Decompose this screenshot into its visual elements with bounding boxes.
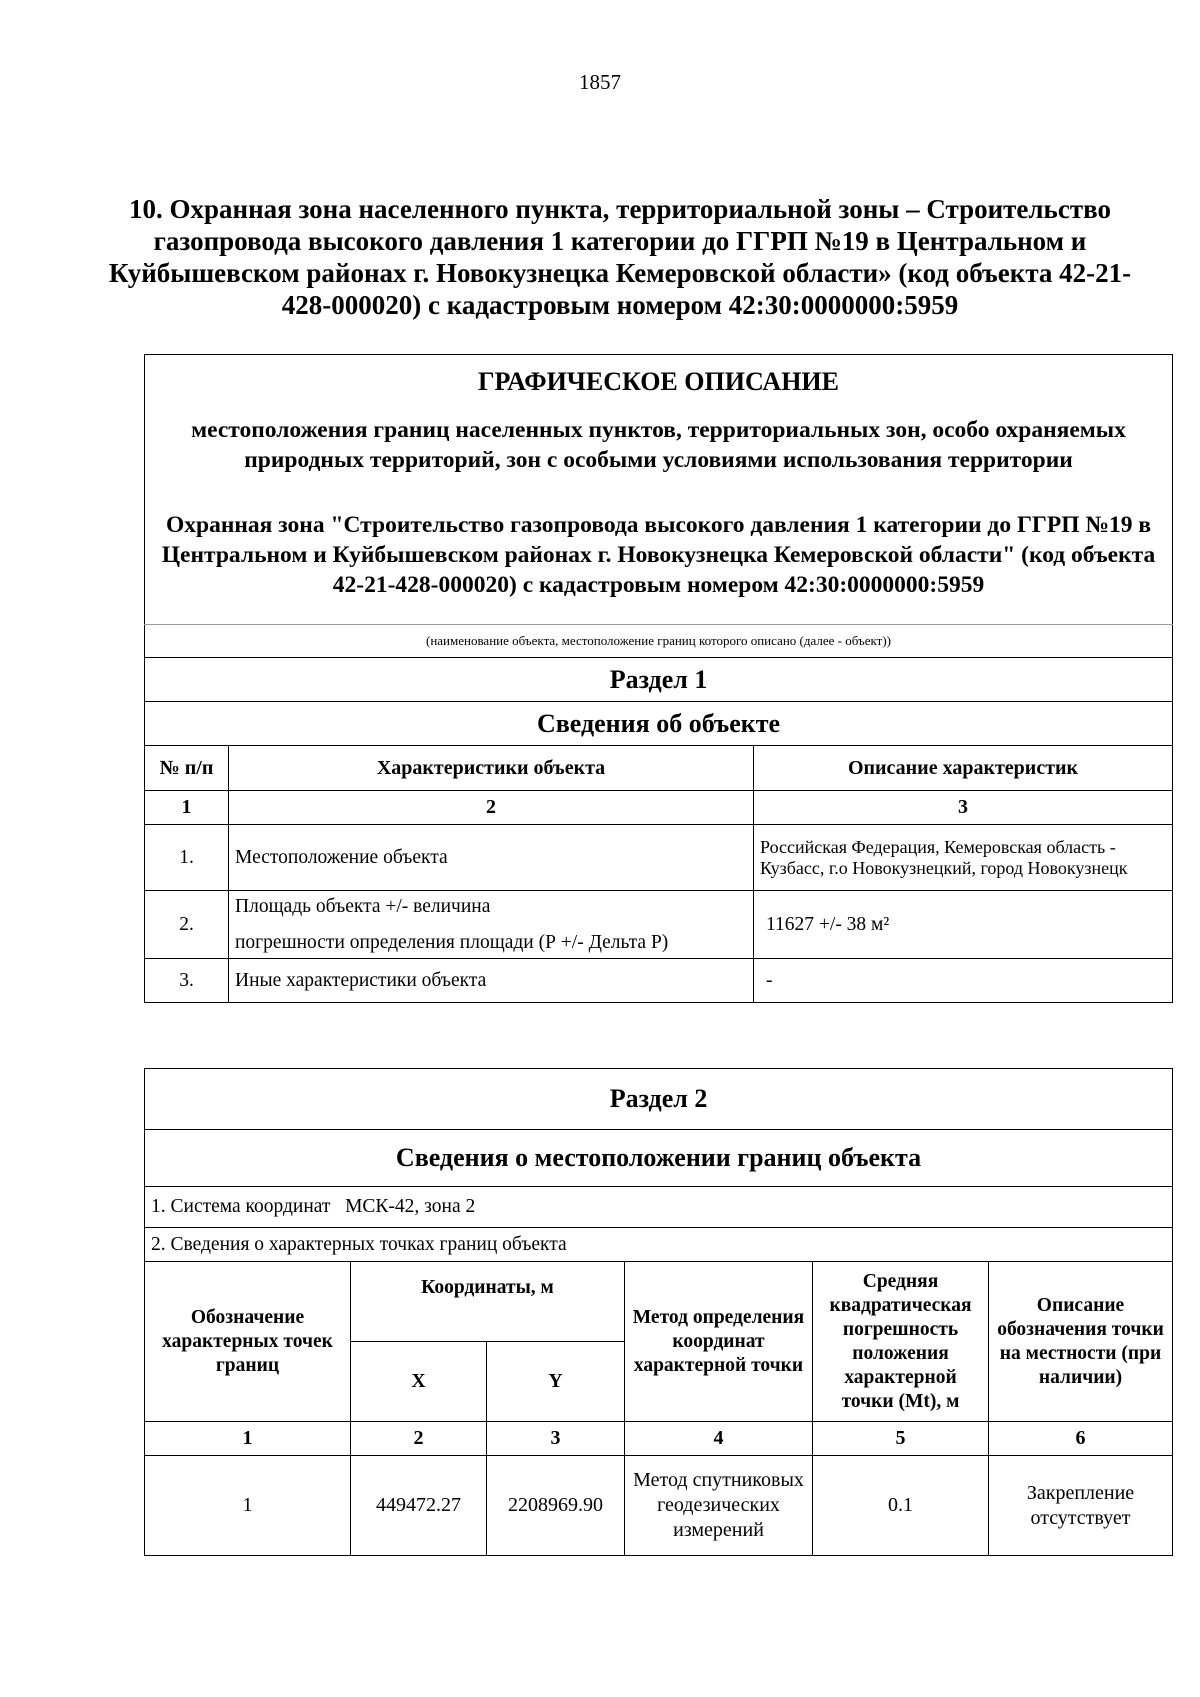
row-number: 2. — [145, 891, 229, 959]
object-name: Охранная зона "Строительство газопровода высокого давления 1 категории до ГГРП №19 в Центральном и Куйбышевском районах г. Новокузнецка Кемеровской области" (код объекта 42-21-428-000020) с кадастровым номером 42:30:0000000:5959 — [161, 512, 1156, 598]
row-description: Российская Федерация, Кемеровская область - Кузбасс, г.о Новокузнецкий, город Новокузнецк — [754, 825, 1173, 891]
col-number: 1 — [145, 791, 229, 825]
table-row — [145, 891, 1173, 959]
row-number: 1. — [145, 825, 229, 891]
row-characteristic: Иные характеристики объекта — [229, 959, 754, 1003]
boundary-table — [144, 1068, 1173, 1556]
point-description: Закрепление отсутствует — [989, 1456, 1173, 1556]
characteristic-line: погрешности определения площади (Р +/- Дельта Р) — [235, 931, 669, 953]
table-row — [145, 825, 1173, 891]
point-designation: 1 — [145, 1456, 351, 1556]
coordinate-system-label: 1. Система координат — [151, 1196, 331, 1217]
coordinate-system-value: МСК-42, зона 2 — [345, 1196, 476, 1217]
header-method: Метод определения координат характерной точки — [625, 1262, 813, 1422]
row-description: 11627 +/- 38 м² — [754, 891, 1173, 959]
method: Метод спутниковых геодезических измерений — [625, 1456, 813, 1556]
header-coordinates: Координаты, м — [351, 1262, 625, 1342]
graphic-description-header — [145, 355, 1173, 625]
header-point-designation: Обозначение характерных точек границ — [145, 1262, 351, 1422]
section2-subtitle: Сведения о местоположении границ объекта — [145, 1130, 1173, 1187]
characteristic-line: Площадь объекта +/- величина — [235, 895, 491, 917]
section1-title: Раздел 1 — [145, 658, 1173, 702]
row-number: 3. — [145, 959, 229, 1003]
graphic-description-title: ГРАФИЧЕСКОЕ ОПИСАНИЕ — [478, 367, 839, 396]
table-row — [145, 959, 1173, 1003]
object-name-caption: (наименование объекта, местоположение границ которого описано (далее - объект)) — [145, 625, 1173, 658]
coordinate-y: 2208969.90 — [487, 1456, 625, 1556]
header-accuracy: Средняя квадратическая погрешность положения характерной точки (Mt), м — [813, 1262, 989, 1422]
col-number: 1 — [145, 1422, 351, 1456]
header-point-description: Описание обозначения точки на местности (при наличии) — [989, 1262, 1173, 1422]
coordinate-system — [145, 1187, 1173, 1228]
header-x: X — [351, 1342, 487, 1422]
document-heading: 10. Охранная зона населенного пункта, территориальной зоны – Строительство газопровода высокого давления 1 категории до ГГРП №19 в Центральном и Куйбышевском районах г. Новокузнецка Кемеровской области» (код объекта 42-21-428-000020) с кадастровым номером 42:30:0000000:5959 — [108, 194, 1132, 320]
col-number: 4 — [625, 1422, 813, 1456]
row-characteristic — [229, 891, 754, 959]
col-number: 2 — [229, 791, 754, 825]
points-label: 2. Сведения о характерных точках границ объекта — [145, 1228, 1173, 1262]
row-description: - — [754, 959, 1173, 1003]
row-characteristic: Местоположение объекта — [229, 825, 754, 891]
graphic-description-subtitle: местоположения границ населенных пунктов, территориальных зон, особо охраняемых природных территорий, зон с особыми условиями использования территории — [191, 417, 1126, 473]
col-number: 3 — [754, 791, 1173, 825]
page-number: 1857 — [579, 70, 621, 94]
header-description: Описание характеристик — [754, 746, 1173, 791]
coordinate-x: 449472.27 — [351, 1456, 487, 1556]
graphic-description-table — [144, 354, 1173, 1003]
section1-subtitle: Сведения об объекте — [145, 702, 1173, 746]
table-row — [145, 1456, 1173, 1556]
section2-title: Раздел 2 — [145, 1069, 1173, 1130]
col-number: 3 — [487, 1422, 625, 1456]
header-number: № п/п — [145, 746, 229, 791]
header-y: Y — [487, 1342, 625, 1422]
col-number: 6 — [989, 1422, 1173, 1456]
col-number: 5 — [813, 1422, 989, 1456]
header-characteristic: Характеристики объекта — [229, 746, 754, 791]
accuracy: 0.1 — [813, 1456, 989, 1556]
col-number: 2 — [351, 1422, 487, 1456]
